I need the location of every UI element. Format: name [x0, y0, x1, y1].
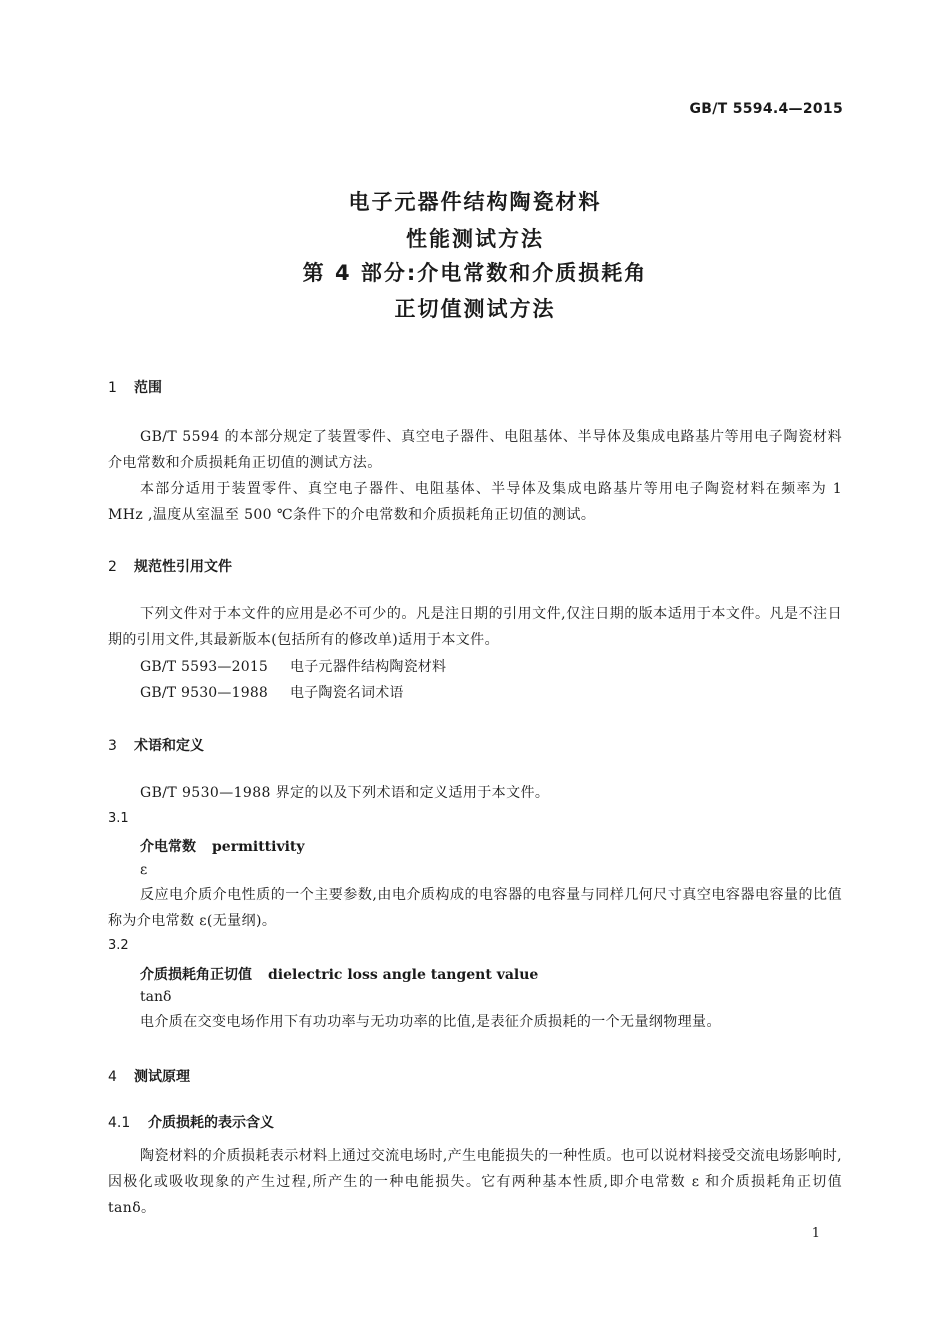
- term-symbol: ε: [140, 862, 148, 878]
- term-number: 3.2: [108, 938, 129, 953]
- section-3-paragraph: GB/T 9530—1988 界定的以及下列术语和定义适用于本文件。: [140, 785, 550, 801]
- term-definition: 反应电介质介电性质的一个主要参数,由电介质构成的电容器的电容量与同样几何尺寸真空电容器电容量的比值称为介电常数 ε(无量纲)。: [108, 887, 842, 929]
- section-number: 2: [108, 559, 117, 575]
- document-title-line-1: 电子元器件结构陶瓷材料: [348, 190, 602, 214]
- term-heading: [140, 836, 305, 856]
- document-title-line-3: 第 4 部分:介电常数和介质损耗角: [302, 261, 648, 285]
- reference-item: [140, 682, 404, 702]
- section-1-paragraph-1: GB/T 5594 的本部分规定了装置零件、真空电子器件、电阻基体、半导体及集成电路基片等用电子陶瓷材料介电常数和介质损耗角正切值的测试方法。: [108, 429, 842, 471]
- reference-title: 电子陶瓷名词术语: [290, 685, 404, 701]
- section-title: 术语和定义: [134, 738, 204, 754]
- section-2-paragraph: 下列文件对于本文件的应用是必不可少的。凡是注日期的引用文件,仅注日期的版本适用于本文件。凡是不注日期的引用文件,其最新版本(包括所有的修改单)适用于本文件。: [108, 606, 842, 648]
- subsection-4-1-paragraph: 陶瓷材料的介质损耗表示材料上通过交流电场时,产生电能损失的一种性质。也可以说材料接受交流电场影响时,因极化或吸收现象的产生过程,所产生的一种电能损失。它有两种基本性质,即介电常数 ε 和介质损耗角正切值 tanδ。: [108, 1148, 842, 1216]
- reference-item: [140, 656, 446, 676]
- section-number: 3: [108, 738, 117, 754]
- reference-code: GB/T 9530—1988: [140, 685, 269, 701]
- document-title-line-2: 性能测试方法: [406, 227, 544, 251]
- reference-title: 电子元器件结构陶瓷材料: [290, 659, 447, 675]
- document-title-line-4: 正切值测试方法: [394, 297, 556, 321]
- section-title: 范围: [134, 380, 162, 396]
- page-number: 1: [811, 1226, 820, 1241]
- section-number: 1: [108, 380, 117, 396]
- subsection-title: 介质损耗的表示含义: [148, 1115, 274, 1131]
- reference-code: GB/T 5593—2015: [140, 659, 269, 675]
- term-zh: 介质损耗角正切值: [140, 967, 252, 983]
- section-4-heading: [108, 1066, 190, 1086]
- subsection-number: 4.1: [108, 1115, 131, 1131]
- term-heading: [140, 964, 538, 984]
- section-1-heading: [108, 377, 162, 397]
- section-3-heading: [108, 735, 204, 755]
- section-title: 规范性引用文件: [134, 559, 232, 575]
- term-number: 3.1: [108, 811, 129, 826]
- term-en: permittivity: [212, 839, 305, 855]
- term-en: dielectric loss angle tangent value: [268, 967, 539, 983]
- subsection-4-1-heading: [108, 1112, 274, 1132]
- section-title: 测试原理: [134, 1069, 190, 1085]
- term-symbol: tanδ: [140, 989, 172, 1005]
- standard-code: GB/T 5594.4—2015: [689, 101, 843, 117]
- section-number: 4: [108, 1069, 117, 1085]
- section-2-heading: [108, 556, 232, 576]
- term-definition: 电介质在交变电场作用下有功功率与无功功率的比值,是表征介质损耗的一个无量纲物理量。: [140, 1014, 721, 1030]
- term-zh: 介电常数: [140, 839, 196, 855]
- section-1-paragraph-2: 本部分适用于装置零件、真空电子器件、电阻基体、半导体及集成电路基片等用电子陶瓷材料在频率为 1 MHz ,温度从室温至 500 ℃条件下的介电常数和介质损耗角正切值的测试。: [108, 481, 842, 523]
